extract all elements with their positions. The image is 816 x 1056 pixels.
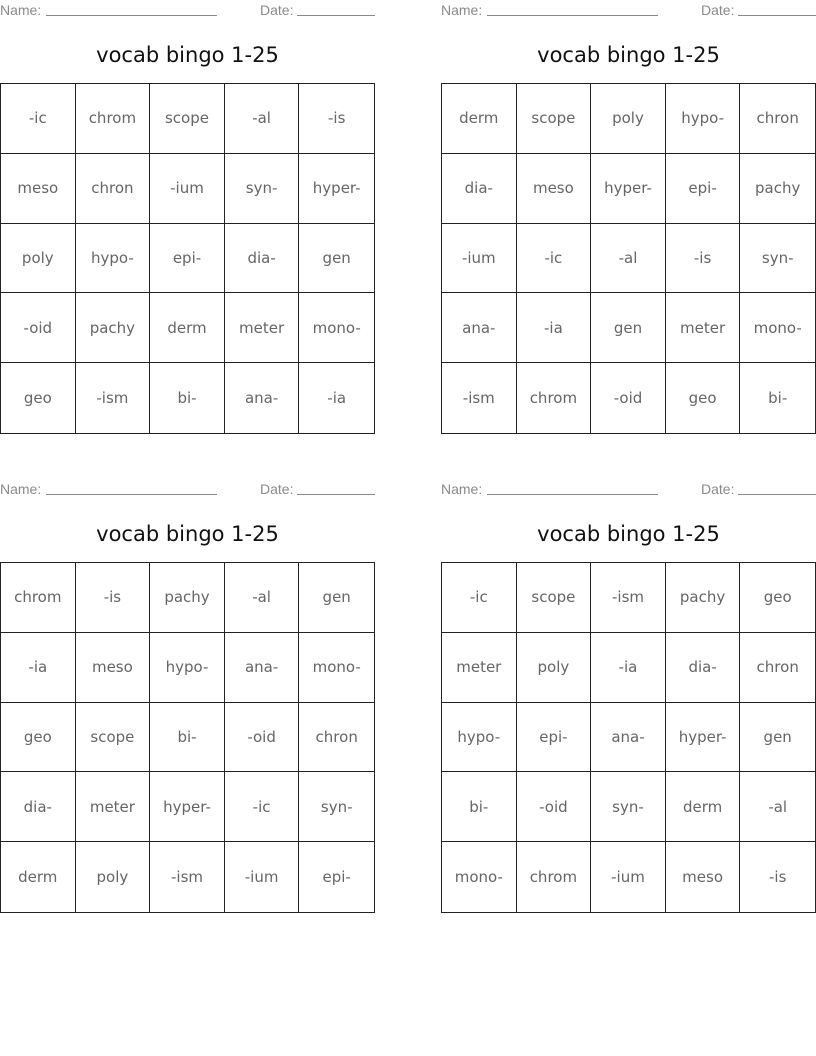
- bingo-cell: -oid: [517, 772, 592, 842]
- bingo-cell: ana-: [225, 633, 300, 703]
- bingo-cell: poly: [1, 224, 76, 294]
- name-blank-line: [46, 15, 217, 16]
- bingo-cell: -al: [740, 772, 815, 842]
- bingo-cell: pachy: [76, 293, 151, 363]
- bingo-cell: derm: [150, 293, 225, 363]
- bingo-grid: [441, 83, 816, 434]
- name-label: Name:: [441, 2, 483, 18]
- card-header: [0, 481, 375, 499]
- bingo-cell: meter: [442, 633, 517, 703]
- bingo-cell: geo: [666, 363, 741, 433]
- bingo-cell: chron: [740, 633, 815, 703]
- bingo-cell: geo: [1, 703, 76, 773]
- bingo-cell: chrom: [517, 363, 592, 433]
- bingo-cell: -is: [76, 563, 151, 633]
- bingo-cell: chrom: [76, 84, 151, 154]
- bingo-card-2: [441, 0, 816, 440]
- bingo-cell: geo: [1, 363, 76, 433]
- bingo-cell: -oid: [591, 363, 666, 433]
- bingo-cell: meso: [666, 842, 741, 912]
- bingo-cell: epi-: [150, 224, 225, 294]
- bingo-card-4: [441, 479, 816, 919]
- bingo-cell: chrom: [517, 842, 592, 912]
- bingo-cell: -ism: [150, 842, 225, 912]
- bingo-cell: derm: [666, 772, 741, 842]
- bingo-cell: hyper-: [666, 703, 741, 773]
- bingo-cell: -ia: [591, 633, 666, 703]
- bingo-cell: -al: [225, 84, 300, 154]
- bingo-cell: scope: [150, 84, 225, 154]
- bingo-cell: gen: [740, 703, 815, 773]
- name-blank-line: [46, 494, 217, 495]
- bingo-cell: mono-: [740, 293, 815, 363]
- bingo-cell: syn-: [299, 772, 374, 842]
- bingo-cell: -ic: [1, 84, 76, 154]
- bingo-cell: -ism: [442, 363, 517, 433]
- bingo-cell: -ia: [327, 389, 347, 408]
- date-blank-line: [297, 494, 375, 495]
- bingo-cell: meter: [76, 772, 151, 842]
- bingo-cell: poly: [591, 84, 666, 154]
- bingo-cell: pachy: [150, 563, 225, 633]
- bingo-cell: bi-: [150, 363, 225, 433]
- bingo-cell: gen: [591, 293, 666, 363]
- name-blank-line: [487, 15, 658, 16]
- bingo-cell: mono-: [299, 633, 374, 703]
- bingo-cell: geo: [740, 563, 815, 633]
- bingo-cell: ana-: [442, 293, 517, 363]
- date-label: Date:: [701, 481, 735, 497]
- bingo-cell: scope: [517, 84, 592, 154]
- bingo-cell: bi-: [442, 772, 517, 842]
- bingo-cell: chron: [299, 703, 374, 773]
- bingo-cell: -ic: [442, 563, 517, 633]
- name-label: Name:: [0, 2, 42, 18]
- card-title: vocab bingo 1-25: [96, 43, 279, 67]
- bingo-cell: syn-: [225, 154, 300, 224]
- bingo-cell: syn-: [591, 772, 666, 842]
- bingo-cell: hyper-: [299, 154, 374, 224]
- bingo-cell: poly: [517, 633, 592, 703]
- bingo-cell: dia-: [225, 224, 300, 294]
- bingo-cell: scope: [76, 703, 151, 773]
- bingo-cell: -ium: [150, 154, 225, 224]
- bingo-cell: derm: [1, 842, 76, 912]
- bingo-cell: meso: [76, 633, 151, 703]
- bingo-grid: [0, 562, 375, 913]
- bingo-cell: dia-: [442, 154, 517, 224]
- bingo-cell: -ia: [517, 293, 592, 363]
- bingo-card-3: [0, 479, 375, 919]
- date-label: Date:: [260, 2, 294, 18]
- bingo-cell: gen: [299, 563, 374, 633]
- bingo-grid: [0, 83, 375, 434]
- bingo-cell: -ia: [1, 633, 76, 703]
- bingo-cell: -ic: [517, 224, 592, 294]
- bingo-cell: syn-: [740, 224, 815, 294]
- bingo-cell: chrom: [1, 563, 76, 633]
- bingo-cell: hypo-: [76, 224, 151, 294]
- bingo-cell: meter: [225, 293, 300, 363]
- name-label: Name:: [441, 481, 483, 497]
- bingo-cell: chron: [76, 154, 151, 224]
- bingo-cell: poly: [76, 842, 151, 912]
- bingo-cell: hyper-: [150, 772, 225, 842]
- bingo-cell: -is: [299, 84, 374, 154]
- bingo-cell: bi-: [150, 703, 225, 773]
- bingo-grid: [441, 562, 816, 913]
- bingo-cell: ana-: [225, 363, 300, 433]
- bingo-cell: pachy: [740, 154, 815, 224]
- bingo-cell: -is: [666, 224, 741, 294]
- bingo-cell: gen: [299, 224, 374, 294]
- bingo-cell: meso: [517, 154, 592, 224]
- bingo-cell: -al: [225, 563, 300, 633]
- bingo-cell: -ium: [591, 842, 666, 912]
- name-blank-line: [487, 494, 658, 495]
- bingo-cell: hyper-: [591, 154, 666, 224]
- date-label: Date:: [260, 481, 294, 497]
- card-header: [0, 2, 375, 20]
- bingo-cell: hypo-: [666, 84, 741, 154]
- bingo-cell: -oid: [1, 293, 76, 363]
- bingo-cell: dia-: [666, 633, 741, 703]
- bingo-cell: -ium: [442, 224, 517, 294]
- card-title: vocab bingo 1-25: [537, 43, 720, 67]
- bingo-cell: hypo-: [150, 633, 225, 703]
- bingo-cell: scope: [517, 563, 592, 633]
- bingo-cell: mono-: [299, 293, 374, 363]
- bingo-cell: bi-: [768, 389, 788, 408]
- bingo-cell: epi-: [322, 868, 351, 887]
- bingo-cell: ana-: [591, 703, 666, 773]
- bingo-cell: -ium: [225, 842, 300, 912]
- card-header: [441, 2, 816, 20]
- bingo-card-1: [0, 0, 375, 440]
- date-blank-line: [297, 15, 375, 16]
- bingo-cell: meso: [1, 154, 76, 224]
- bingo-cell: epi-: [666, 154, 741, 224]
- date-blank-line: [738, 494, 816, 495]
- bingo-cell: hypo-: [442, 703, 517, 773]
- bingo-cell: -ic: [225, 772, 300, 842]
- card-title: vocab bingo 1-25: [96, 522, 279, 546]
- bingo-cell: meter: [666, 293, 741, 363]
- bingo-cell: chron: [740, 84, 815, 154]
- bingo-cell: pachy: [666, 563, 741, 633]
- bingo-cell: -ism: [76, 363, 151, 433]
- bingo-cell: -oid: [225, 703, 300, 773]
- bingo-cell: -is: [768, 868, 787, 887]
- date-label: Date:: [701, 2, 735, 18]
- bingo-cell: dia-: [1, 772, 76, 842]
- bingo-cell: mono-: [442, 842, 517, 912]
- name-label: Name:: [0, 481, 42, 497]
- card-header: [441, 481, 816, 499]
- card-title: vocab bingo 1-25: [537, 522, 720, 546]
- bingo-cell: -ism: [591, 563, 666, 633]
- date-blank-line: [738, 15, 816, 16]
- bingo-cell: derm: [442, 84, 517, 154]
- bingo-cell: -al: [591, 224, 666, 294]
- bingo-cell: epi-: [517, 703, 592, 773]
